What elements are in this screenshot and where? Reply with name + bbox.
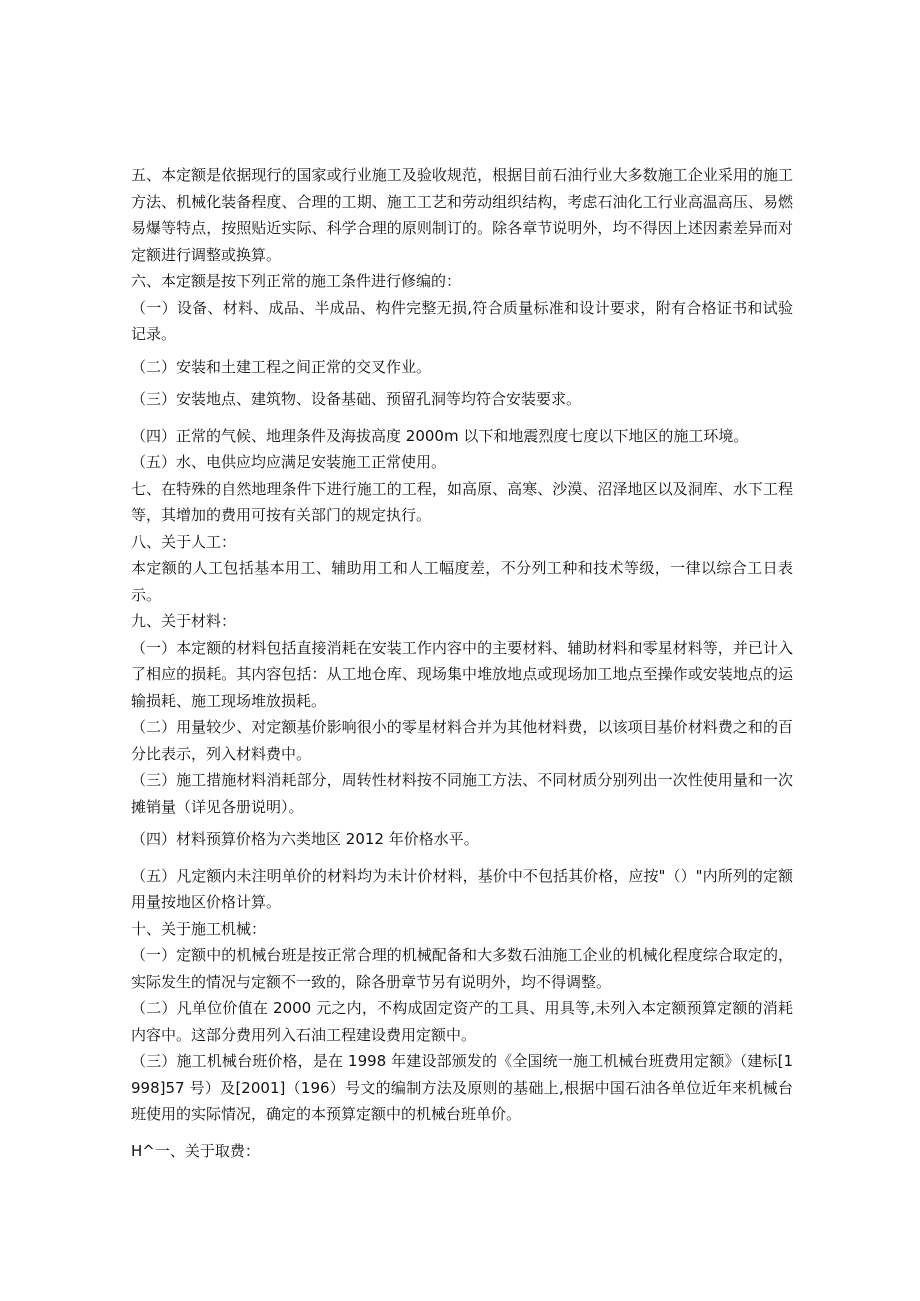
paragraph-section-9-item-3: （三）施工措施材料消耗部分，周转性材料按不同施工方法、不同材质分别列出一次性使用量和一次摊销量（详见各册说明）。	[131, 771, 793, 816]
paragraph-section-8-heading: 八、关于人工：	[131, 532, 237, 551]
paragraph-section-6-item-5: （五）水、电供应均应满足安装施工正常使用。	[131, 453, 447, 471]
paragraph-section-9-item-4: （四）材料预算价格为六类地区 2012 年价格水平。	[131, 830, 479, 848]
paragraph-section-9-item-5: （五）凡定额内未注明单价的材料均为未计价材料，基价中不包括其价格，应按"（）"内所列的定额用量按地区价格计算。	[131, 866, 793, 911]
paragraph-section-7: 七、在特殊的自然地理条件下进行施工的工程，如高原、高寒、沙漠、沼泽地区以及洞库、水下工程等，其增加的费用可按有关部门的规定执行。	[131, 479, 793, 524]
paragraph-section-9-heading: 九、关于材料：	[131, 612, 237, 630]
paragraph-section-5: 五、本定额是依据现行的国家或行业施工及验收规范，根据目前石油行业大多数施工企业采用的施工方法、机械化装备程度、合理的工期、施工工艺和劳动组织结构，考虑石油化工行业高温高压、易燃易爆等特点，按照贴近实际、科学合理的原则制订的。除各章节说明外，均不得因上述因素差异而对定额进行调整或换算。	[131, 166, 793, 264]
paragraph-section-10-heading: 十、关于施工机械：	[131, 919, 267, 938]
paragraph-section-10-item-2: （二）凡单位价值在 2000 元之内，不构成固定资产的工具、用具等,未列入本定额预算定额的消耗内容中。这部分费用列入石油工程建设费用定额中。	[131, 999, 793, 1044]
paragraph-section-6-item-4: （四）正常的气候、地理条件及海拔高度 2000m 以下和地震烈度七度以下地区的施工环境。	[131, 426, 749, 445]
paragraph-section-10-item-1: （一）定额中的机械台班是按正常合理的机械配备和大多数石油施工企业的机械化程度综合取定的，实际发生的情况与定额不一致的，除各册章节另有说明外，均不得调整。	[131, 946, 793, 991]
paragraph-section-10-item-3: （三）施工机械台班价格，是在 1998 年建设部颁发的《全国统一施工机械台班费用定额》（建标[1998]57 号）及[2001]（196）号文的编制方法及原则的基础上,根据中国石油各单位近年来机械台班使用的实际情况，确定的本预算定额中的机械台班单价。	[131, 1052, 793, 1123]
paragraph-section-6-heading: 六、本定额是按下列正常的施工条件进行修编的：	[131, 272, 462, 290]
paragraph-section-9-item-2: （二）用量较少、对定额基价影响很小的零星材料合并为其他材料费，以该项目基价材料费之和的百分比表示，列入材料费中。	[131, 718, 793, 763]
paragraph-section-11-heading: H^一、关于取费：	[131, 1141, 260, 1160]
document-body	[131, 162, 793, 1164]
paragraph-section-6-item-3: （三）安装地点、建筑物、设备基础、预留孔洞等均符合安装要求。	[131, 390, 582, 408]
paragraph-section-8-body: 本定额的人工包括基本用工、辅助用工和人工幅度差，不分列工种和技术等级，一律以综合工日表示。	[131, 559, 793, 604]
paragraph-section-6-item-2: （二）安装和土建工程之间正常的交叉作业。	[131, 357, 432, 376]
paragraph-section-6-item-1: （一）设备、材料、成品、半成品、构件完整无损,符合质量标准和设计要求，附有合格证书和试验记录。	[131, 298, 793, 343]
paragraph-section-9-item-1: （一）本定额的材料包括直接消耗在安装工作内容中的主要材料、辅助材料和零星材料等，并已计入了相应的损耗。其内容包括：从工地仓库、现场集中堆放地点或现场加工地点至操作或安装地点的运输损耗、施工现场堆放损耗。	[131, 638, 793, 710]
